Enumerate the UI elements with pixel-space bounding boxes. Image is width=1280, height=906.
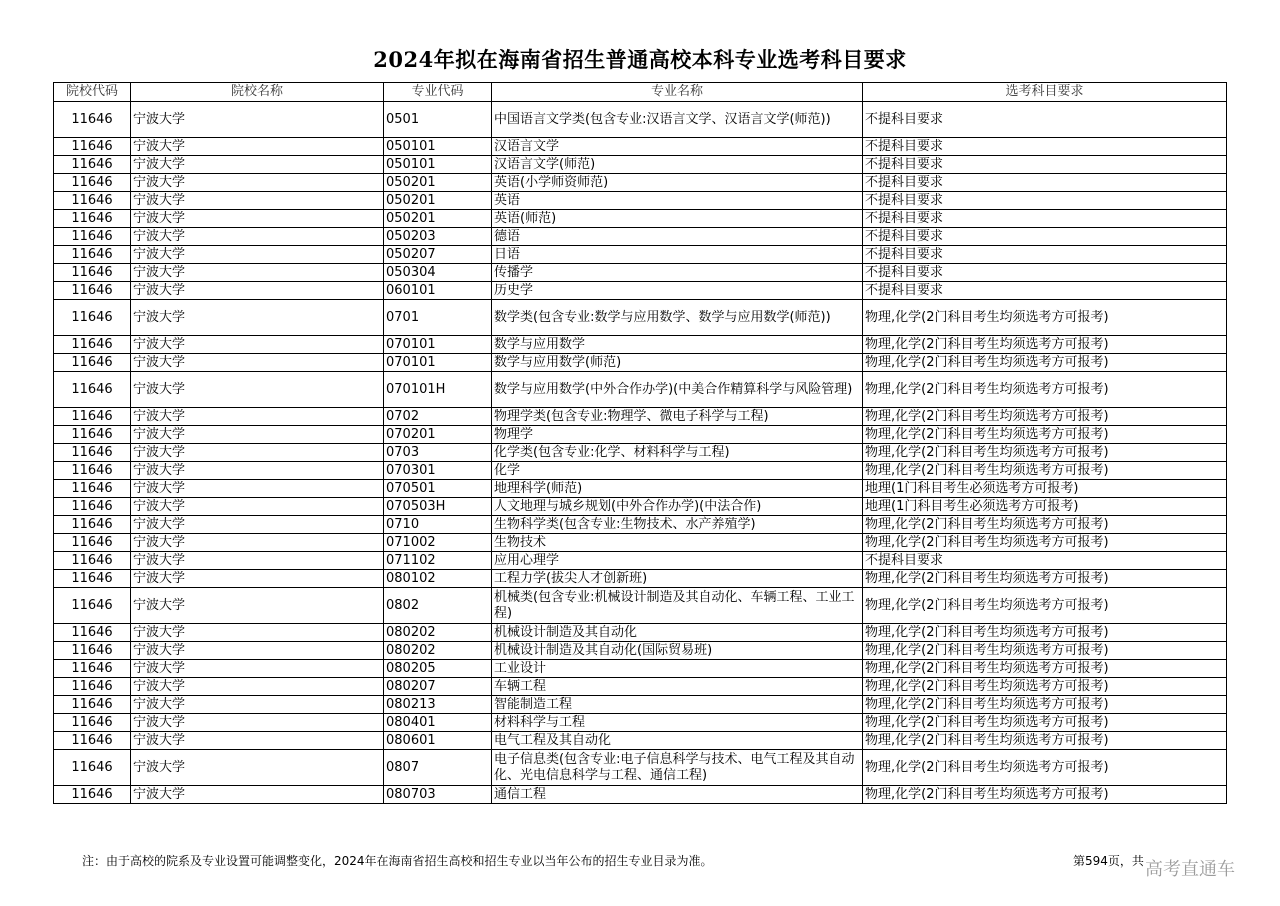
header-school-name: 院校名称: [131, 83, 384, 102]
cell-school-code: 11646: [54, 732, 131, 750]
cell-major-code: 050101: [384, 138, 492, 156]
cell-school-code: 11646: [54, 534, 131, 552]
cell-school-name: 宁波大学: [131, 210, 384, 228]
cell-school-code: 11646: [54, 660, 131, 678]
cell-school-name: 宁波大学: [131, 372, 384, 408]
cell-major-name: 生物科学类(包含专业:生物技术、水产养殖学): [492, 516, 863, 534]
cell-major-name: 电子信息类(包含专业:电子信息科学与技术、电气工程及其自动化、光电信息科学与工程、通信工程): [492, 750, 863, 786]
cell-major-name: 英语: [492, 192, 863, 210]
table-row: [54, 372, 1227, 408]
table-row: [54, 714, 1227, 732]
cell-major-name: 中国语言文学类(包含专业:汉语言文学、汉语言文学(师范)): [492, 102, 863, 138]
cell-requirement: 不提科目要求: [863, 156, 1227, 174]
cell-requirement: 物理,化学(2门科目考生均须选考方可报考): [863, 408, 1227, 426]
cell-major-code: 050101: [384, 156, 492, 174]
cell-major-code: 050201: [384, 174, 492, 192]
cell-major-code: 050207: [384, 246, 492, 264]
cell-major-code: 070101: [384, 354, 492, 372]
cell-school-name: 宁波大学: [131, 786, 384, 804]
cell-major-code: 050304: [384, 264, 492, 282]
cell-school-code: 11646: [54, 714, 131, 732]
cell-requirement: 不提科目要求: [863, 282, 1227, 300]
cell-requirement: 地理(1门科目考生必须选考方可报考): [863, 480, 1227, 498]
table-row: [54, 156, 1227, 174]
cell-major-code: 070501: [384, 480, 492, 498]
cell-requirement: 物理,化学(2门科目考生均须选考方可报考): [863, 642, 1227, 660]
cell-requirement: 不提科目要求: [863, 264, 1227, 282]
table-row: [54, 192, 1227, 210]
cell-requirement: 物理,化学(2门科目考生均须选考方可报考): [863, 588, 1227, 624]
cell-major-name: 数学与应用数学(中外合作办学)(中美合作精算科学与风险管理): [492, 372, 863, 408]
cell-major-code: 080202: [384, 624, 492, 642]
cell-requirement: 不提科目要求: [863, 102, 1227, 138]
cell-major-name: 历史学: [492, 282, 863, 300]
table-row: [54, 246, 1227, 264]
cell-school-code: 11646: [54, 426, 131, 444]
table-row: [54, 336, 1227, 354]
cell-major-name: 地理科学(师范): [492, 480, 863, 498]
cell-school-name: 宁波大学: [131, 192, 384, 210]
cell-requirement: 物理,化学(2门科目考生均须选考方可报考): [863, 444, 1227, 462]
table-body: [54, 102, 1227, 804]
cell-major-code: 0807: [384, 750, 492, 786]
cell-requirement: 物理,化学(2门科目考生均须选考方可报考): [863, 750, 1227, 786]
cell-school-code: 11646: [54, 462, 131, 480]
cell-school-code: 11646: [54, 210, 131, 228]
table-row: [54, 354, 1227, 372]
table-row: [54, 444, 1227, 462]
table-row: [54, 210, 1227, 228]
cell-major-name: 人文地理与城乡规划(中外合作办学)(中法合作): [492, 498, 863, 516]
cell-major-name: 日语: [492, 246, 863, 264]
cell-major-code: 080207: [384, 678, 492, 696]
cell-school-code: 11646: [54, 246, 131, 264]
cell-school-name: 宁波大学: [131, 228, 384, 246]
footer-note: 注：由于高校的院系及专业设置可能调整变化，2024年在海南省招生高校和招生专业以当年公布的招生专业目录为准。: [82, 854, 713, 868]
cell-school-code: 11646: [54, 192, 131, 210]
header-school-code: 院校代码: [54, 83, 131, 102]
cell-school-code: 11646: [54, 642, 131, 660]
cell-major-code: 071102: [384, 552, 492, 570]
cell-school-name: 宁波大学: [131, 426, 384, 444]
cell-major-name: 通信工程: [492, 786, 863, 804]
table-row: [54, 624, 1227, 642]
cell-major-code: 071002: [384, 534, 492, 552]
cell-requirement: 物理,化学(2门科目考生均须选考方可报考): [863, 516, 1227, 534]
cell-major-code: 0703: [384, 444, 492, 462]
cell-major-code: 080703: [384, 786, 492, 804]
cell-school-name: 宁波大学: [131, 696, 384, 714]
cell-school-code: 11646: [54, 624, 131, 642]
cell-school-code: 11646: [54, 408, 131, 426]
table-row: [54, 642, 1227, 660]
cell-major-name: 应用心理学: [492, 552, 863, 570]
cell-school-name: 宁波大学: [131, 534, 384, 552]
cell-requirement: 不提科目要求: [863, 246, 1227, 264]
table-row: [54, 264, 1227, 282]
cell-major-code: 0501: [384, 102, 492, 138]
cell-major-code: 050203: [384, 228, 492, 246]
cell-requirement: 物理,化学(2门科目考生均须选考方可报考): [863, 660, 1227, 678]
table-row: [54, 228, 1227, 246]
cell-school-code: 11646: [54, 372, 131, 408]
cell-requirement: 物理,化学(2门科目考生均须选考方可报考): [863, 462, 1227, 480]
header-major-code: 专业代码: [384, 83, 492, 102]
cell-school-name: 宁波大学: [131, 624, 384, 642]
cell-school-name: 宁波大学: [131, 444, 384, 462]
cell-major-code: 070301: [384, 462, 492, 480]
cell-school-code: 11646: [54, 102, 131, 138]
cell-school-code: 11646: [54, 678, 131, 696]
cell-school-name: 宁波大学: [131, 498, 384, 516]
cell-school-code: 11646: [54, 282, 131, 300]
cell-major-code: 080601: [384, 732, 492, 750]
cell-school-name: 宁波大学: [131, 408, 384, 426]
table-row: [54, 786, 1227, 804]
cell-school-code: 11646: [54, 444, 131, 462]
cell-school-name: 宁波大学: [131, 138, 384, 156]
cell-school-code: 11646: [54, 786, 131, 804]
cell-requirement: 物理,化学(2门科目考生均须选考方可报考): [863, 570, 1227, 588]
cell-major-name: 数学类(包含专业:数学与应用数学、数学与应用数学(师范)): [492, 300, 863, 336]
cell-requirement: 地理(1门科目考生必须选考方可报考): [863, 498, 1227, 516]
table-row: [54, 660, 1227, 678]
cell-requirement: 物理,化学(2门科目考生均须选考方可报考): [863, 678, 1227, 696]
cell-major-code: 080202: [384, 642, 492, 660]
cell-requirement: 物理,化学(2门科目考生均须选考方可报考): [863, 534, 1227, 552]
cell-major-code: 0710: [384, 516, 492, 534]
cell-school-code: 11646: [54, 750, 131, 786]
page-title: 2024年拟在海南省招生普通高校本科专业选考科目要求: [373, 47, 907, 72]
cell-major-name: 车辆工程: [492, 678, 863, 696]
cell-school-name: 宁波大学: [131, 480, 384, 498]
cell-major-name: 数学与应用数学: [492, 336, 863, 354]
cell-school-code: 11646: [54, 354, 131, 372]
cell-major-name: 工程力学(拔尖人才创新班): [492, 570, 863, 588]
table-row: [54, 516, 1227, 534]
cell-requirement: 物理,化学(2门科目考生均须选考方可报考): [863, 732, 1227, 750]
table-row: [54, 732, 1227, 750]
cell-major-name: 英语(小学师资师范): [492, 174, 863, 192]
cell-school-code: 11646: [54, 228, 131, 246]
table-row: [54, 588, 1227, 624]
cell-school-code: 11646: [54, 480, 131, 498]
cell-major-name: 传播学: [492, 264, 863, 282]
cell-school-name: 宁波大学: [131, 588, 384, 624]
cell-school-code: 11646: [54, 138, 131, 156]
cell-major-code: 060101: [384, 282, 492, 300]
header-major-name: 专业名称: [492, 83, 863, 102]
table-row: [54, 408, 1227, 426]
cell-requirement: 物理,化学(2门科目考生均须选考方可报考): [863, 372, 1227, 408]
cell-requirement: 不提科目要求: [863, 210, 1227, 228]
cell-requirement: 不提科目要求: [863, 552, 1227, 570]
cell-school-code: 11646: [54, 570, 131, 588]
cell-major-code: 0701: [384, 300, 492, 336]
cell-school-name: 宁波大学: [131, 714, 384, 732]
table-row: [54, 534, 1227, 552]
cell-school-name: 宁波大学: [131, 552, 384, 570]
cell-school-name: 宁波大学: [131, 354, 384, 372]
cell-school-code: 11646: [54, 498, 131, 516]
table-row: [54, 426, 1227, 444]
cell-school-name: 宁波大学: [131, 102, 384, 138]
table-row: [54, 750, 1227, 786]
page-number: 第594页，共: [1073, 854, 1144, 868]
cell-requirement: 物理,化学(2门科目考生均须选考方可报考): [863, 354, 1227, 372]
cell-school-name: 宁波大学: [131, 678, 384, 696]
table-row: [54, 174, 1227, 192]
cell-major-name: 工业设计: [492, 660, 863, 678]
table-row: [54, 102, 1227, 138]
cell-major-code: 080102: [384, 570, 492, 588]
cell-major-code: 080213: [384, 696, 492, 714]
cell-school-name: 宁波大学: [131, 660, 384, 678]
cell-major-name: 化学类(包含专业:化学、材料科学与工程): [492, 444, 863, 462]
table-row: [54, 282, 1227, 300]
cell-requirement: 物理,化学(2门科目考生均须选考方可报考): [863, 714, 1227, 732]
table-row: [54, 462, 1227, 480]
cell-major-name: 德语: [492, 228, 863, 246]
table-row: [54, 498, 1227, 516]
cell-school-name: 宁波大学: [131, 156, 384, 174]
cell-major-name: 电气工程及其自动化: [492, 732, 863, 750]
cell-school-name: 宁波大学: [131, 300, 384, 336]
cell-major-code: 080401: [384, 714, 492, 732]
cell-requirement: 物理,化学(2门科目考生均须选考方可报考): [863, 786, 1227, 804]
cell-major-name: 智能制造工程: [492, 696, 863, 714]
cell-school-name: 宁波大学: [131, 336, 384, 354]
cell-school-name: 宁波大学: [131, 282, 384, 300]
cell-school-name: 宁波大学: [131, 462, 384, 480]
cell-major-name: 机械类(包含专业:机械设计制造及其自动化、车辆工程、工业工程): [492, 588, 863, 624]
cell-major-name: 汉语言文学(师范): [492, 156, 863, 174]
cell-major-name: 机械设计制造及其自动化: [492, 624, 863, 642]
cell-major-code: 070101H: [384, 372, 492, 408]
cell-school-code: 11646: [54, 588, 131, 624]
cell-requirement: 物理,化学(2门科目考生均须选考方可报考): [863, 336, 1227, 354]
cell-requirement: 不提科目要求: [863, 192, 1227, 210]
cell-major-name: 机械设计制造及其自动化(国际贸易班): [492, 642, 863, 660]
table-header-row: [54, 83, 1227, 102]
cell-school-code: 11646: [54, 516, 131, 534]
table-row: [54, 552, 1227, 570]
cell-major-name: 化学: [492, 462, 863, 480]
cell-requirement: 物理,化学(2门科目考生均须选考方可报考): [863, 426, 1227, 444]
cell-school-code: 11646: [54, 264, 131, 282]
cell-major-name: 物理学: [492, 426, 863, 444]
cell-major-name: 物理学类(包含专业:物理学、微电子科学与工程): [492, 408, 863, 426]
cell-requirement: 不提科目要求: [863, 174, 1227, 192]
cell-school-name: 宁波大学: [131, 516, 384, 534]
table-row: [54, 138, 1227, 156]
cell-school-name: 宁波大学: [131, 246, 384, 264]
cell-major-code: 070101: [384, 336, 492, 354]
cell-school-code: 11646: [54, 552, 131, 570]
cell-requirement: 不提科目要求: [863, 138, 1227, 156]
cell-major-code: 050201: [384, 210, 492, 228]
cell-major-name: 材料科学与工程: [492, 714, 863, 732]
cell-school-code: 11646: [54, 696, 131, 714]
cell-major-code: 050201: [384, 192, 492, 210]
table-row: [54, 300, 1227, 336]
cell-school-name: 宁波大学: [131, 570, 384, 588]
cell-major-name: 生物技术: [492, 534, 863, 552]
cell-major-code: 070201: [384, 426, 492, 444]
cell-school-name: 宁波大学: [131, 264, 384, 282]
subject-requirements-table: [53, 82, 1227, 804]
cell-major-code: 0802: [384, 588, 492, 624]
cell-major-code: 0702: [384, 408, 492, 426]
cell-requirement: 物理,化学(2门科目考生均须选考方可报考): [863, 300, 1227, 336]
cell-school-code: 11646: [54, 156, 131, 174]
cell-major-name: 汉语言文学: [492, 138, 863, 156]
cell-requirement: 不提科目要求: [863, 228, 1227, 246]
cell-requirement: 物理,化学(2门科目考生均须选考方可报考): [863, 696, 1227, 714]
cell-school-name: 宁波大学: [131, 642, 384, 660]
cell-major-name: 数学与应用数学(师范): [492, 354, 863, 372]
table-row: [54, 678, 1227, 696]
watermark: 高考直通车: [1145, 859, 1235, 880]
cell-school-code: 11646: [54, 300, 131, 336]
table-row: [54, 696, 1227, 714]
table-row: [54, 480, 1227, 498]
cell-school-name: 宁波大学: [131, 750, 384, 786]
cell-school-name: 宁波大学: [131, 174, 384, 192]
cell-major-name: 英语(师范): [492, 210, 863, 228]
table-row: [54, 570, 1227, 588]
header-requirement: 选考科目要求: [863, 83, 1227, 102]
cell-major-code: 080205: [384, 660, 492, 678]
cell-school-code: 11646: [54, 336, 131, 354]
cell-school-code: 11646: [54, 174, 131, 192]
cell-requirement: 物理,化学(2门科目考生均须选考方可报考): [863, 624, 1227, 642]
cell-school-name: 宁波大学: [131, 732, 384, 750]
cell-major-code: 070503H: [384, 498, 492, 516]
